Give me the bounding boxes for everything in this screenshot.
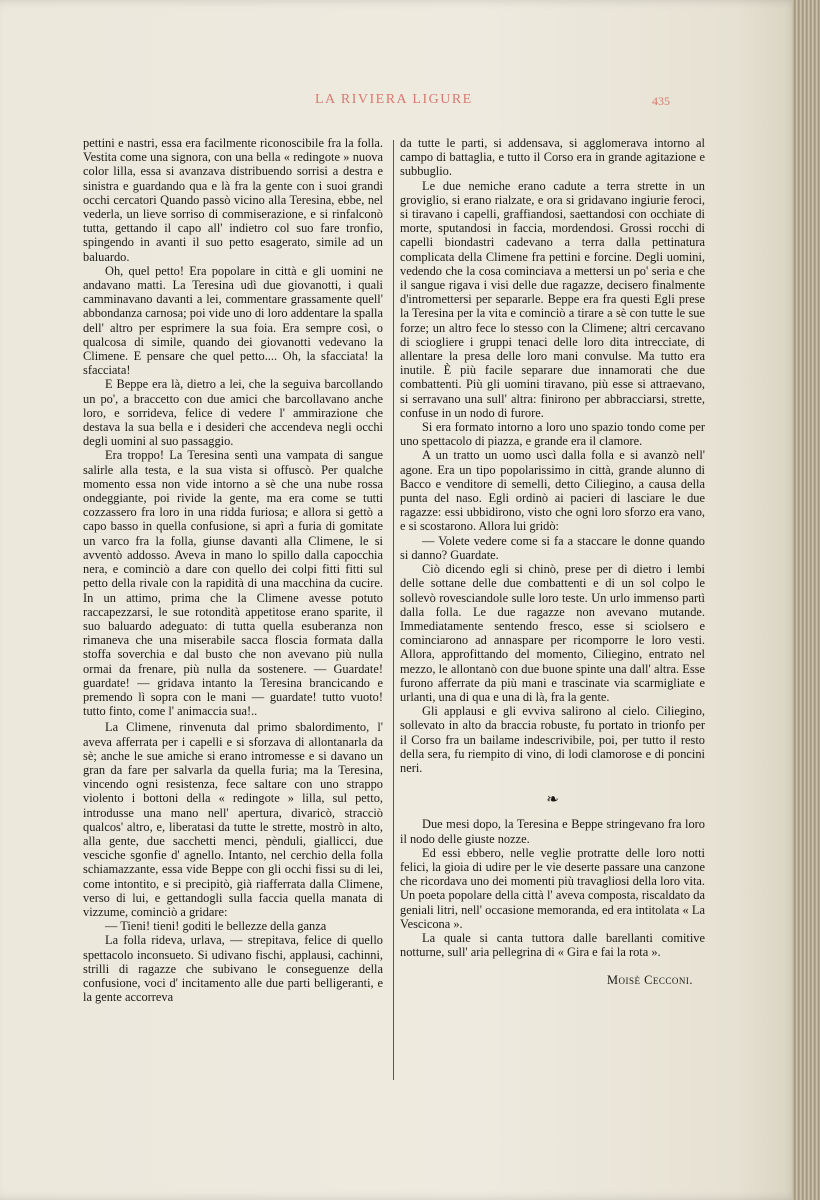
paragraph: — Tieni! tieni! goditi le bellezze della ganza xyxy=(105,919,327,934)
running-title: LA RIVIERA LIGURE xyxy=(315,92,473,107)
page-number: 435 xyxy=(652,94,670,108)
column-divider xyxy=(393,140,394,1080)
paragraph: Era troppo! La Teresina sentì una vampata di sangue salirle alla testa, e la sua vista si offuscò. Per qualche momento essa non vide intorno a sè che una nube rossa ondeggiante, poi rivide la gente, ma era come se tutti cozzassero fra loro in una ridda furiosa; e allora si gettò a capo basso in quella confusione, si aprì a furia di gomitate un varco fra la folla, giunse davanti alla Climene, le si avventò addosso. Aveva in mano lo spillo dalla capocchia nera, e cominciò a dare con quello dei colpi fitti fitti sul petto della rivale con la rapidità di una macchina da cucire. In un attimo, prima che la Climene avesse potuto raccapezzarsi, le sue rotondità appetitose erano sparite, il suo baluardo adeguato: di tutta quella esuberanza non rimaneva che una miserabile sacca floscia formata dalla stoffa soverchia e dal busto che non avevano più nulla ormai da frenare, più nulla da sostenere. — Guardate! guardate! — gridava intanto la Teresina brancicando e premendo lì sopra con le mani — guardate! tutto vuoto! tutto finto, come l' animaccia sua!.. xyxy=(83,448,383,719)
paragraph: — Volete vedere come si fa a staccare le donne quando si danno? Guardate. xyxy=(400,533,705,562)
paragraph: E Beppe era là, dietro a lei, che la seguiva barcollando un po', a braccetto con due amici che barcollavano anche loro, e sorrideva, felice di vedere l' ammirazione che destava la sua bella e i desideri che accendeva negli occhi degli uomini al suo passaggio. xyxy=(83,377,383,449)
book-spine-edge xyxy=(792,0,820,1200)
paragraph: La Climene, rinvenuta dal primo sbalordimento, l' aveva afferrata per i capelli e si sforzava di allontanarla da sè; anche le sue amiche si erano intromesse e si davano un gran da fare per salvarla da quella furia; ma la Teresina, vincendo ogni resistenza, fece saltare con uno strappo violento i bottoni della « redingote » lilla, sul petto, introdusse una mano nell' apertura, divaricò, stracciò qualcos' altro, e, liberatasi da tutte le strette, mostrò in alto, alla gente, due sacchetti menci, pènduli, giallicci, due vesciche sgonfie d' agnello. Intanto, nel cerchio della folla schiamazzante, essa vide Beppe con gli occhi fissi su di lei, come intontito, e si precipitò, già riafferrata dalla Climene, verso di lui, e gettandogli sulla faccia quella manata di vizzume, cominciò a gridare: xyxy=(83,720,383,919)
paragraph: Si era formato intorno a loro uno spazio tondo come per uno spettacolo di piazza, e grande era il clamore. xyxy=(400,420,705,449)
paragraph: Le due nemiche erano cadute a terra strette in un groviglio, si erano rialzate, e ora si gridavano ingiurie feroci, si tiravano i capelli, graffiandosi, saettandosi con occhiate di morte, sputandosi in faccia, mordendosi. Grossi rocchi di capelli biondastri cadevano a terra dalla pettinatura complicata della Climene fra pettini e forcine. Degli uomini, vedendo che la cosa cominciava a mettersi un po' seria e che il sangue rigava i visi delle due ragazze, decisero finalmente d'intromettersi per separarle. Beppe era fra questi Egli prese la Teresina per la vita e cominciò a tirare a sè con tutte le sue forze; un altro fece lo stesso con la Climene; altri cercavano di sciogliere i gruppi tenaci delle loro dita intrecciate, di allentare la presa delle loro mani convulse. Ma tutto era inutile. È più facile separare due innamorati che due combattenti. Più gli uomini tiravano, più esse si attraevano, si serravano una sull' altra: finirono per abbracciarsi, strette, confuse in un nodo di furore. xyxy=(400,178,705,420)
left-column xyxy=(83,136,383,1004)
page-header xyxy=(0,92,800,112)
paragraph: A un tratto un uomo uscì dalla folla e si avanzò nell' agone. Era un tipo popolarissimo in città, grande alunno di Bacco e venditore di semelli, detto Ciliegino, a causa della punta del naso. Egli ordinò ai pacieri di lasciare le due ragazze: essi ubbidirono, visto che ogni loro sforzo era vano, e si scostarono. Allora lui gridò: xyxy=(400,448,705,534)
paragraph: La quale si canta tuttora dalle barellanti comitive notturne, sull' aria pellegrina di « Gira e fai la rota ». xyxy=(400,930,705,960)
paragraph: da tutte le parti, si addensava, si agglomerava intorno al campo di battaglia, e tutto il Corso era in grande agitazione e subbuglio. xyxy=(400,136,705,179)
paragraph: Ciò dicendo egli si chinò, prese per di dietro i lembi delle sottane delle due combattenti e di un sol colpo le sollevò rovesciandole sulle loro teste. Un urlo immenso partì dalla folla. Le due ragazze non avevano mutande. Immediatamente sentendo fresco, esse si sciolsero e cominciarono ad annaspare per ricomporre le loro vesti. Allora, approfittando del momento, Ciliegino, entrato nel mezzo, le allontanò con due buone spinte una dall' altra. Esse furono afferrate da più mani e trascinate via scarmigliate e urlanti, una di qua e una di là, fra la gente. xyxy=(400,562,705,704)
paragraph: Due mesi dopo, la Teresina e Beppe stringevano fra loro il nodo delle giuste nozze. xyxy=(400,817,705,846)
paragraph: pettini e nastri, essa era facilmente riconoscibile fra la folla. Vestita come una signora, con una bella « redingote » nuova color lilla, essa si avanzava distribuendo sorrisi a destra e sinistra e guardando qua e là fra la gente con i suoi grandi occhi cercatori Quando passò vicino alla Teresina, ebbe, nel vederla, un lieve sorriso di commiserazione, e si rinfalconò tutta, gettando il capo all' indietro col suo fare tronfio, spingendo in avanti il suo petto esagerato, simile ad un baluardo. xyxy=(83,136,383,264)
ornament-icon: ❧ xyxy=(546,792,559,809)
author-signature: Moisè Cecconi. xyxy=(607,973,693,988)
paragraph: Ed essi ebbero, nelle veglie protratte delle loro notti felici, la gioia di udire per le vie deserte passare una canzone che ricordava uno dei momenti più travagliosi della loro vita. Un poeta popolare della città l' aveva composta, riscaldato da geniali litri, nell' occasione memoranda, ed era intitolata « La Vescicona ». xyxy=(400,845,705,931)
paragraph: Oh, quel petto! Era popolare in città e gli uomini ne andavano matti. La Teresina udì due giovanotti, i quali camminavano davanti a lei, commentare grassamente quell' abbondanza carnosa; poi vide uno di loro addentare la spalla dell' altro per esprimere la sua foia. Era sempre così, o qualcosa di simile, quando dei giovanotti vedevano la Climene. E pensare che quel petto.... Oh, la sfacciata! la sfacciata! xyxy=(83,263,383,378)
paragraph: Gli applausi e gli evviva salirono al cielo. Ciliegino, sollevato in alto da braccia robuste, fu portato in trionfo per il Corso fra un bailame indescrivibile, poi, per tutto il resto della sera, fu riempito di vino, di lodi clamorose e di poncini neri. xyxy=(400,704,705,775)
paragraph: La folla rideva, urlava, — strepitava, felice di quello spettacolo inconsueto. Si udivano fischi, applausi, cachinni, strilli di ragazze che subivano le conseguenze della confusione, voci d' incitamento alle due parti belligeranti, e la gente accorreva xyxy=(83,933,383,1005)
right-column xyxy=(400,136,705,988)
